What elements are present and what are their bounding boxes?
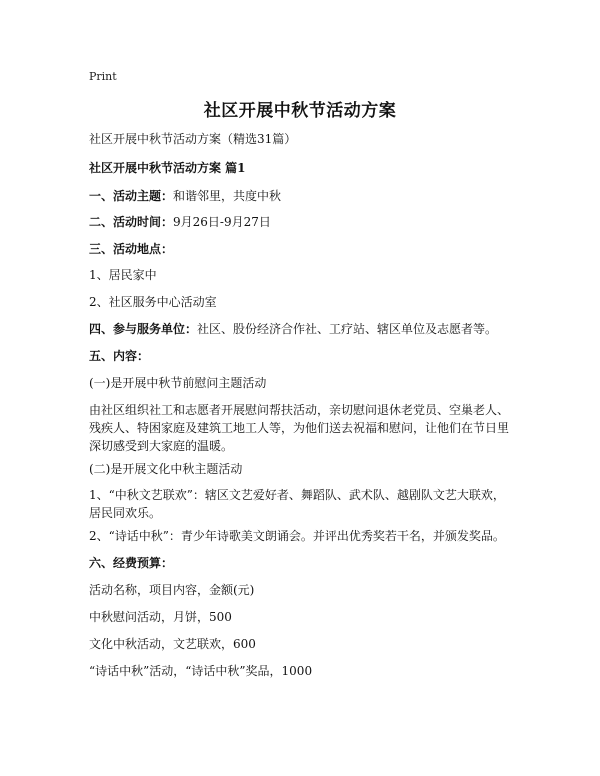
content-2-item-2: 2、“诗话中秋”：青少年诗歌美文朗诵会。并评出优秀奖若干名，并颁发奖品。 [89, 529, 505, 543]
units-line [89, 320, 519, 338]
theme-label: 一、活动主题： [89, 189, 174, 203]
document-subtitle: 社区开展中秋节活动方案（精选31篇） [89, 132, 297, 146]
content-2-item-1: 1、“中秋文艺联欢”：辖区文艺爱好者、舞蹈队、武术队、越剧队文艺大联欢，居民同欢乐。 [89, 488, 505, 520]
budget-label: 六、经费预算： [89, 556, 174, 570]
theme-line [89, 187, 519, 205]
units-value: 社区、股份经济合作社、工疗站、辖区单位及志愿者等。 [197, 322, 498, 336]
content-1-heading: (一)是开展中秋节前慰问主题活动 [89, 376, 267, 390]
place-item-1: 1、居民家中 [89, 268, 157, 282]
budget-row: 文化中秋活动，文艺联欢，600 [89, 637, 256, 651]
time-line [89, 213, 519, 231]
content-2-heading: (二)是开展文化中秋主题活动 [89, 462, 243, 476]
content-label: 五、内容： [89, 349, 150, 363]
theme-value: 和谐邻里，共度中秋 [173, 189, 282, 203]
budget-header: 活动名称，项目内容，金额(元) [89, 583, 255, 597]
print-link[interactable]: Print [89, 70, 117, 83]
section-heading: 社区开展中秋节活动方案 篇1 [89, 161, 246, 175]
units-label: 四、参与服务单位： [89, 322, 198, 336]
budget-row: 中秋慰问活动，月饼，500 [89, 610, 232, 624]
time-label: 二、活动时间： [89, 215, 174, 229]
place-item-2: 2、社区服务中心活动室 [89, 295, 217, 309]
time-value: 9月26日-9月27日 [173, 215, 271, 229]
budget-row: “诗话中秋”活动，“诗话中秋”奖品，1000 [89, 664, 313, 678]
content-1-body: 由社区组织社工和志愿者开展慰问帮扶活动，亲切慰问退休老党员、空巢老人、残疾人、特困家庭及建筑工地工人等，为他们送去祝福和慰问，让他们在节日里深切感受到大家庭的温暖。 [89, 403, 510, 453]
document-title: 社区开展中秋节活动方案 [203, 101, 397, 121]
place-label: 三、活动地点： [89, 242, 174, 256]
